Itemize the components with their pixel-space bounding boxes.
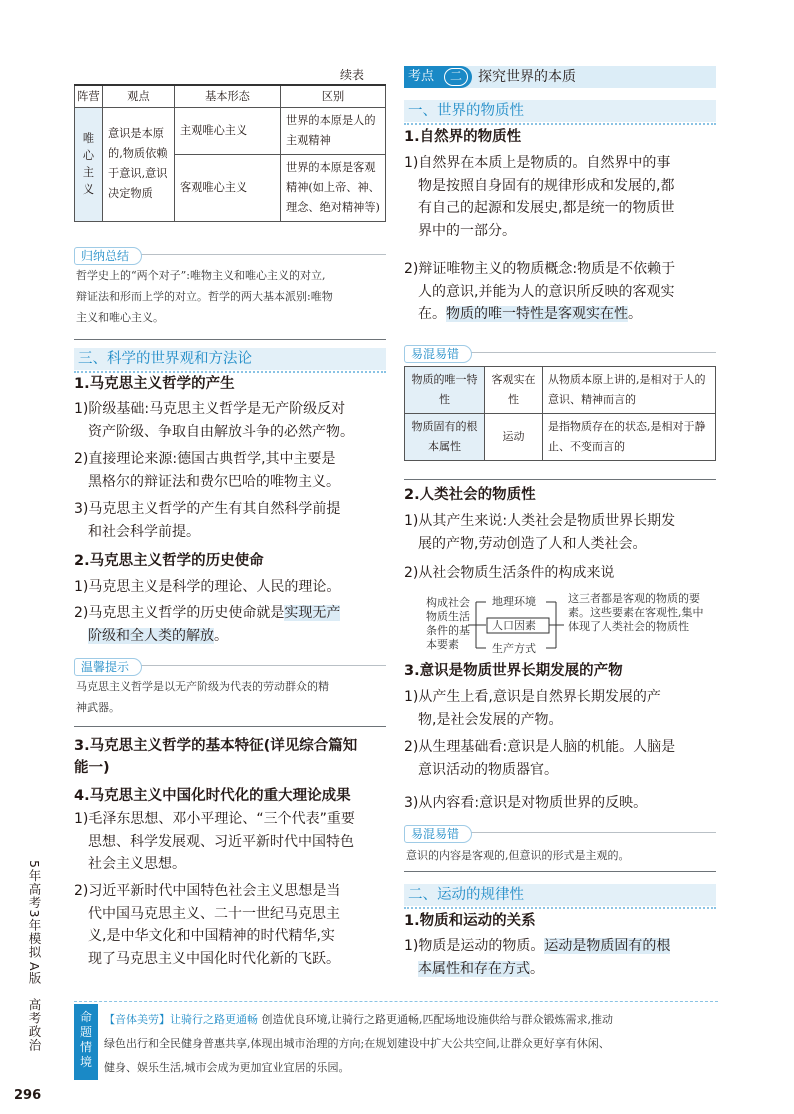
subheading: 2.人类社会的物质性 (404, 487, 536, 503)
kaodian-number: 二 (444, 68, 468, 86)
idealism-table (74, 84, 386, 222)
subheading: 1.物质和运动的关系 (404, 913, 536, 929)
diagram-item: 人口因素 (492, 619, 536, 632)
paragraph: 3)马克思主义哲学的产生有其自然科学前提 和社会科学前提。 (74, 501, 341, 540)
paragraph: 1)自然界在本质上是物质的。自然界中的事 物是按照自身固有的规律形成和发展的,都 有自己的起源和发展史,都是统一的物质世 界中的一部分。 (404, 155, 675, 239)
form-cell: 客观唯心主义 (175, 154, 281, 221)
diagram-right-text: 这三者都是客观的物质的要素。这些要素在客观性,集中体现了人类社会的物质性 (568, 592, 704, 633)
table-cell: 物质固有的根本属性 (405, 414, 485, 461)
view-cell: 意识是本原的,物质依赖于意识,意识决定物质 (103, 107, 175, 221)
table-cell: 物质的唯一特性 (405, 367, 485, 414)
kaodian-header (404, 66, 716, 88)
table-header: 阵营 (75, 85, 103, 107)
kaodian-tag: 考点 (404, 66, 472, 88)
page-number: 296 (14, 1088, 42, 1103)
diff-cell: 世界的本原是客观精神(如上帝、神、理念、绝对精神等) (281, 154, 386, 221)
diff-cell: 世界的本原是人的主观精神 (281, 107, 386, 154)
form-cell: 主观唯心主义 (175, 107, 281, 154)
footer-title: 【音体美劳】让骑行之路更通畅 (104, 1013, 258, 1026)
summary-line: 辩证法和形而上学的对立。哲学的两大基本派别:唯物 (76, 290, 333, 303)
diagram-left-text: 构成社会物质生活条件的基本要素 (426, 596, 470, 651)
paragraph: 1)从产生上看,意识是自然界长期发展的产 物,是社会发展的产物。 (404, 689, 661, 728)
confuse-box-2 (404, 827, 716, 872)
table-cell: 是指物质存在的状态,是相对于静止、不变而言的 (543, 414, 716, 461)
confuse-tag: 易混易错 (404, 345, 472, 363)
section-heading: 二、运动的规律性 (404, 884, 716, 906)
table-header: 基本形态 (175, 85, 281, 107)
sidebar-series: 5年高考3年模拟 (27, 860, 42, 959)
tip-tag: 温馨提示 (74, 658, 142, 676)
table-cell: 运动 (485, 414, 543, 461)
table-cell: 客观实在性 (485, 367, 543, 414)
paragraph: 2)从社会物质生活条件的构成来说 (404, 565, 615, 581)
subheading: 3.马克思主义哲学的基本特征(详见综合篇知 能一) (74, 738, 358, 776)
confuse-text: 意识的内容是客观的,但意识的形式是主观的。 (406, 849, 630, 862)
material-conditions-diagram (404, 592, 716, 656)
paragraph: 1)从其产生来说:人类社会是物质世界长期发 展的产物,劳动创造了人和人类社会。 (404, 513, 676, 552)
camp-cell: 唯心主义 (75, 107, 103, 221)
paragraph: 1)马克思主义是科学的理论、人民的理论。 (74, 579, 341, 595)
footer-label: 命题情境 (74, 1004, 98, 1080)
section-heading: 三、科学的世界观和方法论 (74, 348, 386, 370)
sidebar-subject: 高考政治 (27, 998, 42, 1052)
paragraph: 1)阶级基础:马克思主义哲学是无产阶级反对 资产阶级、争取自由解放斗争的必然产物。 (74, 401, 354, 440)
footer-text: 【音体美劳】让骑行之路更通畅 创造优良环境,让骑行之路更通畅,匹配场地设施供给与群众锻炼需求,推动 绿色出行和全民健身普惠共享,体现出城市治理的方向;在规划建设中扩大公共空间,让群众更好享有休闲、 健身、娱乐生活,城市会成为更加宜业宜居的乐园。 (104, 1013, 613, 1074)
subheading: 1.马克思主义哲学的产生 (74, 376, 235, 392)
paragraph: 3)从内容看:意识是对物质世界的反映。 (404, 795, 648, 811)
paragraph: 2)直接理论来源:德国古典哲学,其中主要是 黑格尔的辩证法和费尔巴哈的唯物主义。 (74, 451, 340, 490)
table-header: 区别 (281, 85, 386, 107)
summary-line: 主义和唯心主义。 (76, 311, 164, 324)
summary-box (74, 249, 386, 340)
table-header: 观点 (103, 85, 175, 107)
paragraph: 2)从生理基础看:意识是人脑的机能。人脑是 意识活动的物质器官。 (404, 739, 676, 778)
paragraph: 2)辩证唯物主义的物质概念:物质是不依赖于 人的意识,并能为人的意识所反映的客观实 在。物质的唯一特性是客观实在性。 (404, 261, 676, 322)
paragraph: 2)习近平新时代中国特色社会主义思想是当 代中国马克思主义、二十一世纪马克思主 义,是中华文化和中国精神的时代精华,实 现了马克思主义中国化时代化新的飞跃。 (74, 883, 341, 967)
motion-table (404, 366, 716, 461)
diagram-item: 生产方式 (492, 642, 536, 655)
subheading: 1.自然界的物质性 (404, 129, 522, 145)
tip-line: 神武器。 (76, 701, 120, 714)
table-row (405, 367, 716, 414)
subheading: 3.意识是物质世界长期发展的产物 (404, 663, 623, 679)
tip-box (74, 660, 386, 727)
table-row (75, 107, 386, 154)
table-row (405, 414, 716, 461)
table-cell: 从物质本原上讲的,是相对于人的意识、精神而言的 (543, 367, 716, 414)
context-footer (74, 1004, 718, 1080)
diagram-item: 地理环境 (492, 595, 536, 608)
paragraph: 1)物质是运动的物质。运动是物质固有的根 本属性和存在方式。 (404, 938, 671, 977)
tip-line: 马克思主义哲学是以无产阶级为代表的劳动群众的精 (76, 680, 329, 693)
confuse-tag: 易混易错 (404, 825, 472, 843)
subheading: 2.马克思主义哲学的历史使命 (74, 553, 264, 569)
paragraph: 1)毛泽东思想、邓小平理论、“三个代表”重要 思想、科学发展观、习近平新时代中国特色 社会主义思想。 (74, 811, 355, 872)
summary-tag: 归纳总结 (74, 247, 142, 265)
kaodian-title: 探究世界的本质 (478, 69, 576, 85)
section-heading: 一、世界的物质性 (404, 100, 716, 122)
summary-line: 哲学史上的“两个对子”:唯物主义和唯心主义的对立, (76, 269, 326, 282)
sidebar-edition: A版 (27, 962, 42, 986)
table-header-row (75, 85, 386, 107)
paragraph: 2)马克思主义哲学的历史使命就是实现无产 阶级和全人类的解放。 (74, 605, 341, 644)
continued-label: 续表 (340, 68, 365, 82)
subheading: 4.马克思主义中国化时代化的重大理论成果 (74, 788, 351, 804)
